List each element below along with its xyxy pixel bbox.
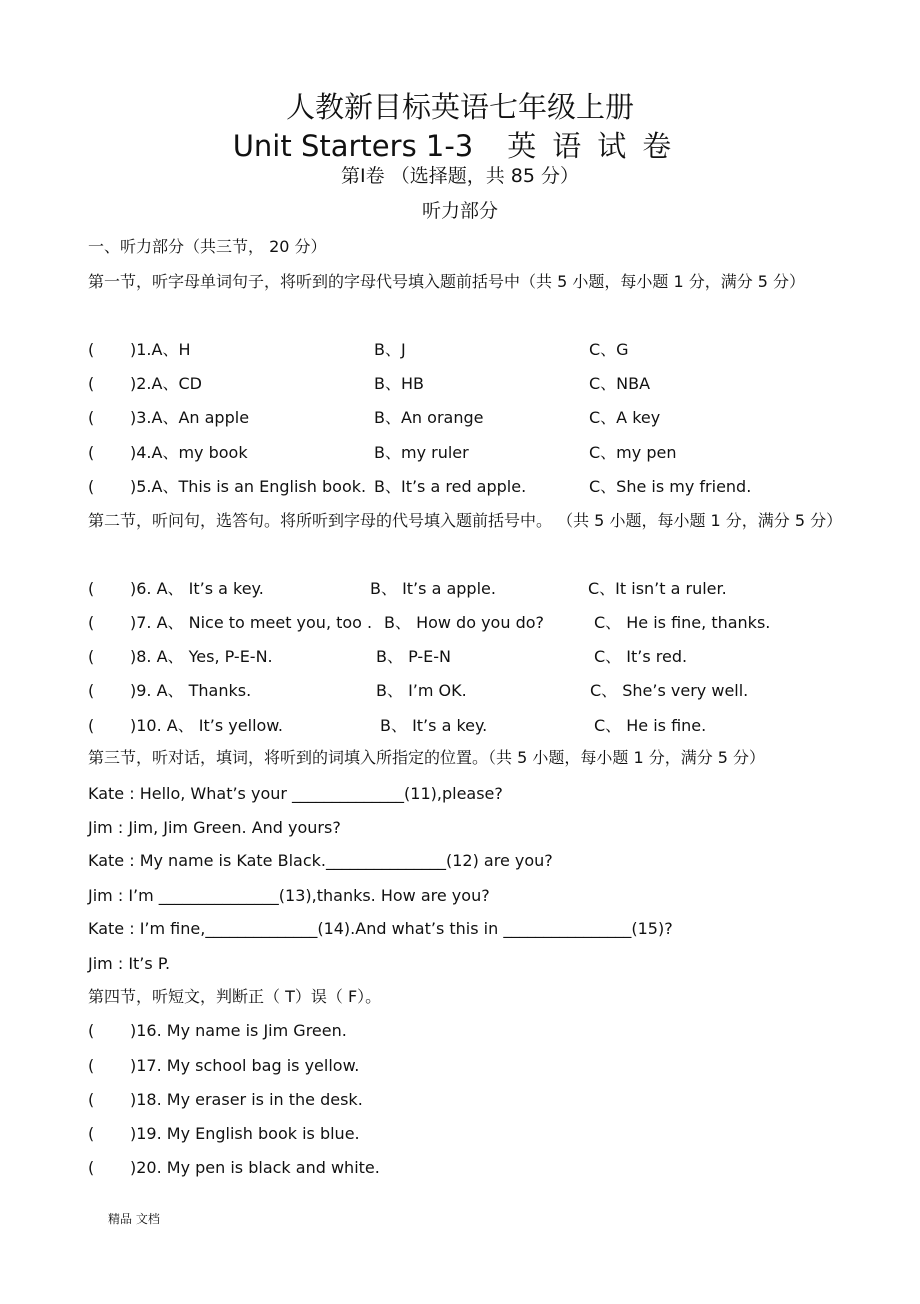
section4-instruction: 第四节，听短文，判断正（ T）误（ F）。 (88, 987, 382, 1006)
answer-paren: ( (88, 1124, 95, 1143)
option-b: B、HB (374, 374, 424, 393)
statement-text: )18. My eraser is in the desk. (130, 1090, 363, 1109)
option-c: C、G (589, 340, 629, 359)
option-c: C、A key (589, 408, 661, 427)
unit-title-chinese: 英语试卷 (507, 129, 688, 163)
option-b: B、 I’m OK. (376, 681, 467, 700)
dialogue-line: Jim : Jim, Jim Green. And yours? (88, 818, 341, 837)
statement-text: )20. My pen is black and white. (130, 1158, 380, 1177)
listening-heading: 听力部分 (421, 200, 498, 222)
question-row (88, 715, 848, 737)
question-row (88, 680, 848, 702)
page-footer: 精品 文档 (108, 1212, 160, 1226)
option-b: B、It’s a red apple. (374, 477, 527, 496)
question-row (88, 476, 848, 498)
volume-subtitle: 第Ⅰ卷 （选择题，共 85 分） (341, 165, 579, 187)
section1-instruction: 第一节，听字母单词句子，将听到的字母代号填入题前括号中（共 5 小题，每小题 1 分，满分 5 分） (88, 272, 806, 291)
unit-title-english: Unit Starters 1-3 (232, 129, 474, 163)
option-a: )7. A、 Nice to meet you, too . (130, 613, 373, 632)
answer-paren: ( (88, 681, 95, 700)
answer-paren: ( (88, 443, 95, 462)
option-b: B、 It’s a key. (380, 716, 488, 735)
answer-paren: ( (88, 647, 95, 666)
question-row (88, 339, 848, 361)
exam-title: 人教新目标英语七年级上册 (285, 90, 634, 124)
option-a: )6. A、 It’s a key. (130, 579, 264, 598)
option-a: )3.A、An apple (130, 408, 250, 427)
answer-paren: ( (88, 374, 95, 393)
answer-paren: ( (88, 477, 95, 496)
answer-paren: ( (88, 1056, 95, 1075)
option-b: B、 P-E-N (376, 647, 451, 666)
question-row (88, 442, 848, 464)
dialogue-line: Kate : Hello, What’s your ______________(11),please? (88, 784, 503, 803)
option-a: )9. A、 Thanks. (130, 681, 252, 700)
question-row (88, 1055, 848, 1077)
option-b: B、 It’s a apple. (370, 579, 496, 598)
dialogue-line: Jim : I’m _______________(13),thanks. How are you? (88, 886, 490, 905)
statement-text: )17. My school bag is yellow. (130, 1056, 360, 1075)
answer-paren: ( (88, 579, 95, 598)
question-row (88, 578, 848, 600)
statement-text: )16. My name is Jim Green. (130, 1021, 347, 1040)
option-a: )1.A、H (130, 340, 191, 359)
answer-paren: ( (88, 408, 95, 427)
option-a: )4.A、my book (130, 443, 248, 462)
option-c: C、 It’s red. (594, 647, 688, 666)
option-a: )2.A、CD (130, 374, 202, 393)
option-c: C、my pen (589, 443, 677, 462)
option-a: )8. A、 Yes, P-E-N. (130, 647, 273, 666)
option-b: B、J (374, 340, 406, 359)
unit-title (0, 127, 920, 165)
question-row (88, 612, 848, 634)
option-c: C、It isn’t a ruler. (588, 579, 727, 598)
option-c: C、She is my friend. (589, 477, 752, 496)
option-b: B、 How do you do? (384, 613, 545, 632)
question-row (88, 407, 848, 429)
option-a: )5.A、This is an English book. (130, 477, 367, 496)
question-row (88, 1123, 848, 1145)
answer-paren: ( (88, 1090, 95, 1109)
question-row (88, 1157, 848, 1179)
option-c: C、 He is fine. (594, 716, 707, 735)
answer-paren: ( (88, 613, 95, 632)
question-row (88, 1089, 848, 1111)
answer-paren: ( (88, 1021, 95, 1040)
question-row (88, 373, 848, 395)
dialogue-line: Jim : It’s P. (88, 954, 171, 973)
option-b: B、my ruler (374, 443, 469, 462)
option-c: C、NBA (589, 374, 651, 393)
question-row (88, 1020, 848, 1042)
statement-text: )19. My English book is blue. (130, 1124, 360, 1143)
section3-instruction: 第三节，听对话，填词，将听到的词填入所指定的位置。（共 5 小题，每小题 1 分，满分 5 分） (88, 748, 766, 767)
answer-paren: ( (88, 716, 95, 735)
question-row (88, 646, 848, 668)
section2-instruction: 第二节，听问句，选答句。将所听到字母的代号填入题前括号中。 （共 5 小题，每小题 1 分，满分 5 分） (88, 511, 843, 530)
answer-paren: ( (88, 1158, 95, 1177)
option-b: B、An orange (374, 408, 484, 427)
dialogue-line: Kate : My name is Kate Black._______________(12) are you? (88, 851, 553, 870)
option-c: C、 He is fine, thanks. (594, 613, 771, 632)
answer-paren: ( (88, 340, 95, 359)
option-a: )10. A、 It’s yellow. (130, 716, 284, 735)
part1-heading: 一、听力部分（共三节， 20 分） (88, 237, 327, 256)
dialogue-line: Kate : I’m fine,______________(14).And what’s this in ________________(15)? (88, 919, 673, 938)
option-c: C、 She’s very well. (590, 681, 749, 700)
